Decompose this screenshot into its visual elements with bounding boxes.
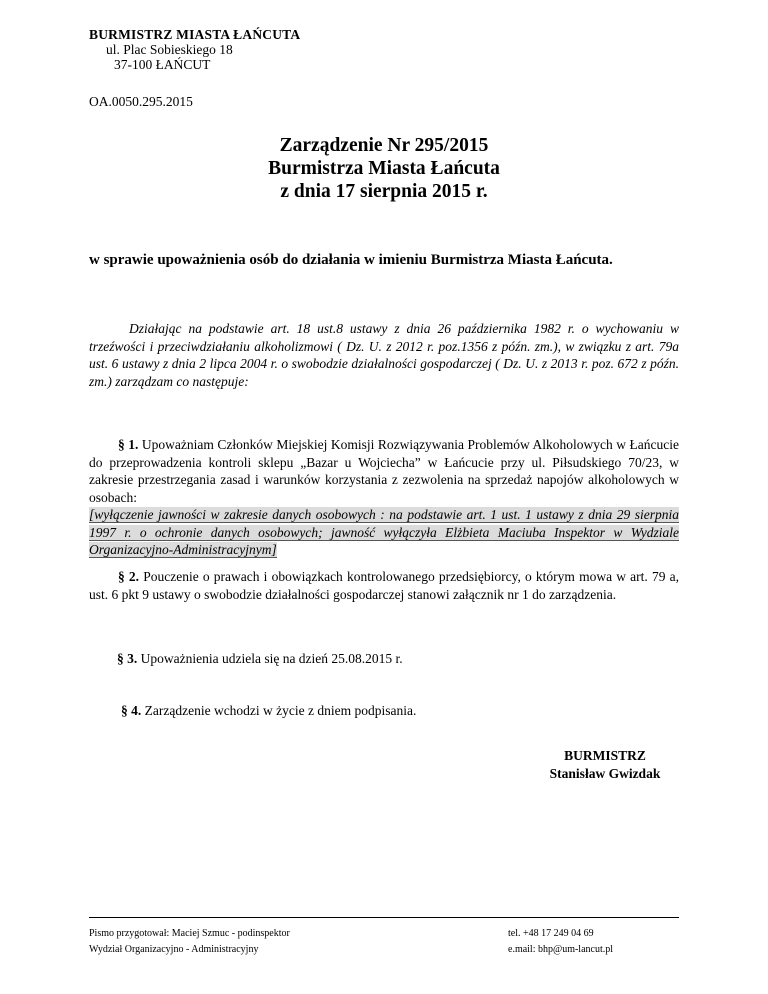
title-line-3: z dnia 17 sierpnia 2015 r. xyxy=(280,181,488,202)
section-3-text: Upoważnienia udziela się na dzień 25.08.2015 r. xyxy=(137,651,403,666)
section-4-text: Zarządzenie wchodzi w życie z dniem podpisania. xyxy=(141,703,417,718)
section-3 xyxy=(117,650,677,668)
section-3-mark: § 3. xyxy=(117,651,138,666)
section-1 xyxy=(89,436,679,559)
subject-line: w sprawie upoważnienia osób do działania w imieniu Burmistrza Miasta Łańcuta. xyxy=(89,252,613,268)
section-2-text: Pouczenie o prawach i obowiązkach kontrolowanego przedsiębiorcy, o którym mowa w art. 79 a, ust. 6 pkt 9 ustawy o swobodzie działalności gospodarczej stanowi załącznik nr 1 do zarządzenia. xyxy=(89,569,680,602)
section-1-mark: § 1. xyxy=(118,437,139,452)
section-2 xyxy=(89,568,679,603)
title-line-2: Burmistrza Miasta Łańcuta xyxy=(268,158,500,179)
legal-basis: Działając na podstawie art. 18 ust.8 ustawy z dnia 26 października 1982 r. o wychowaniu w trzeźwości i przeciwdziałaniu alkoholizmowi ( Dz. U. z 2012 r. poz.1356 z późn. zm.), w związku z art. 79a ust. 6 ustawy z dnia 2 lipca 2004 r. o swobodzie działalności gospodarczej ( Dz. U. z 2013 r. poz. 672 z późn. zm.) zarządzam co następuje: xyxy=(89,321,679,389)
authority-name: BURMISTRZ MIASTA ŁAŃCUTA xyxy=(89,27,301,42)
footer-department: Wydział Organizacyjno - Administracyjny xyxy=(89,944,259,955)
signature-role: BURMISTRZ xyxy=(564,748,646,763)
section-1-text: Upoważniam Członków Miejskiej Komisji Rozwiązywania Problemów Alkoholowych w Łańcucie do przeprowadzenia kontroli sklepu „Bazar u Wojciecha” w Łańcucie przy ul. Piłsudskiego 70/23, w zakresie przestrzegania zasad i warunków korzystania z zezwolenia na sprzedaż napojów alkoholowych w osobach: xyxy=(89,437,679,505)
redaction-notice: [wyłączenie jawności w zakresie danych osobowych : na podstawie art. 1 ust. 1 ustawy z dnia 29 sierpnia 1997 r. o ochronie danych osobowych; jawność wyłączyła Elżbieta Maciuba Inspektor w Wydziale Organizacyjno-Administracyjnym] xyxy=(89,507,679,557)
document-reference: OA.0050.295.2015 xyxy=(89,94,193,109)
footer-phone: tel. +48 17 249 04 69 xyxy=(508,928,594,939)
section-4-mark: § 4. xyxy=(121,703,142,718)
footer-divider xyxy=(89,917,679,918)
signature-name: Stanisław Gwizdak xyxy=(549,766,661,781)
section-4 xyxy=(121,702,677,720)
authority-postal: 37-100 ŁAŃCUT xyxy=(114,57,211,72)
footer-email: e.mail: bhp@um-lancut.pl xyxy=(508,944,614,955)
authority-street: ul. Plac Sobieskiego 18 xyxy=(106,42,233,57)
section-2-mark: § 2. xyxy=(118,569,140,584)
footer-prepared-by: Pismo przygotował: Maciej Szmuc - podinspektor xyxy=(89,928,290,939)
title-line-1: Zarządzenie Nr 295/2015 xyxy=(279,135,489,156)
